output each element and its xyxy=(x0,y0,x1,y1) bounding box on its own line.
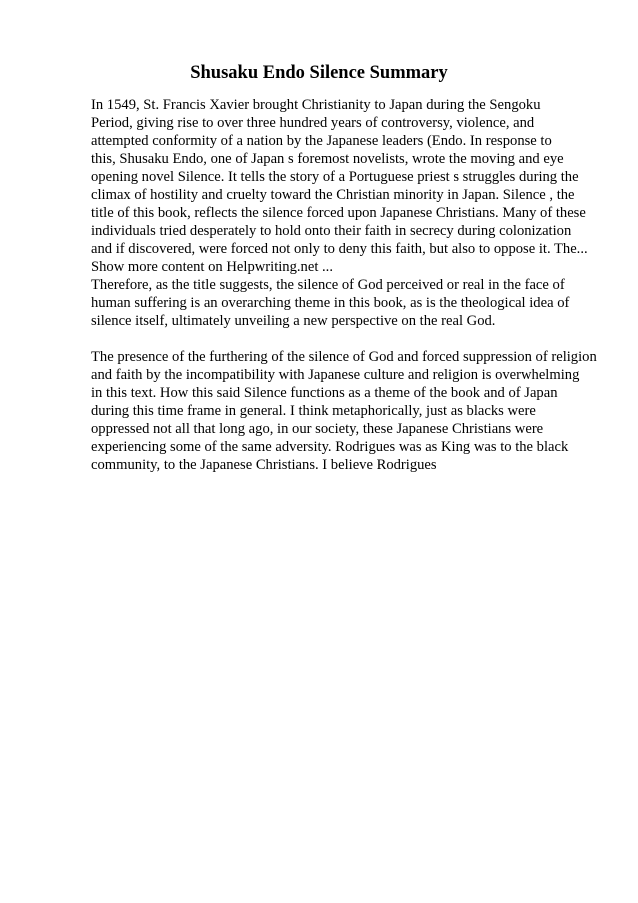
text-line: this, Shusaku Endo, one of Japan s foremost novelists, wrote the moving and eye xyxy=(91,151,564,167)
text-line: opening novel Silence. It tells the story of a Portuguese priest s struggles during the xyxy=(91,169,579,185)
text-line: human suffering is an overarching theme in this book, as is the theological idea of xyxy=(91,295,570,311)
text-line: and faith by the incompatibility with Japanese culture and religion is overwhelming xyxy=(91,367,580,383)
text-line: in this text. How this said Silence functions as a theme of the book and of Japan xyxy=(91,385,558,401)
document-body xyxy=(91,96,597,474)
show-more-link-text: Show more content on Helpwriting.net ... xyxy=(91,259,333,275)
text-line: community, to the Japanese Christians. I believe Rodrigues xyxy=(91,457,437,473)
text-line: during this time frame in general. I think metaphorically, just as blacks were xyxy=(91,403,536,419)
text-line: Therefore, as the title suggests, the silence of God perceived or real in the face of xyxy=(91,277,565,293)
text-line: In 1549, St. Francis Xavier brought Christianity to Japan during the Sengoku xyxy=(91,97,541,113)
text-line: silence itself, ultimately unveiling a new perspective on the real God. xyxy=(91,313,496,329)
text-line: The presence of the furthering of the silence of God and forced suppression of religion xyxy=(91,349,597,365)
document-title: Shusaku Endo Silence Summary xyxy=(190,63,448,83)
text-line: title of this book, reflects the silence forced upon Japanese Christians. Many of these xyxy=(91,205,586,221)
text-line: climax of hostility and cruelty toward the Christian minority in Japan. Silence , the xyxy=(91,187,575,203)
paragraph-spacer xyxy=(91,330,591,348)
paragraph-1 xyxy=(91,96,591,330)
text-line: oppressed not all that long ago, in our society, these Japanese Christians were xyxy=(91,421,544,437)
text-line: Period, giving rise to over three hundred years of controversy, violence, and xyxy=(91,115,535,131)
text-line: individuals tried desperately to hold onto their faith in secrecy during colonization xyxy=(91,223,572,239)
text-line: attempted conformity of a nation by the Japanese leaders (Endo. In response to xyxy=(91,133,552,149)
text-line: and if discovered, were forced not only to deny this faith, but also to oppose it. The... xyxy=(91,241,588,257)
text-line: experiencing some of the same adversity. Rodrigues was as King was to the black xyxy=(91,439,569,455)
paragraph-2 xyxy=(91,348,597,474)
